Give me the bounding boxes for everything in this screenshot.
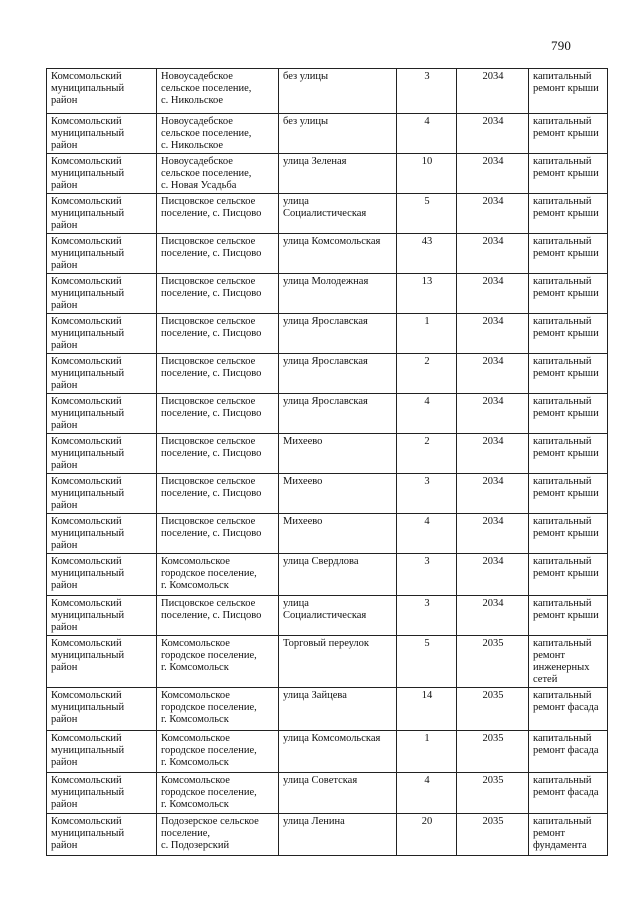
house-number-cell-text: 2 (424, 436, 430, 447)
settlement-cell (157, 234, 279, 274)
house-number-cell (397, 154, 457, 194)
year-cell (457, 114, 529, 154)
house-number-cell (397, 688, 457, 731)
year-cell-text: 2034 (482, 356, 504, 367)
year-cell (457, 354, 529, 394)
page-number: 790 (551, 38, 572, 53)
settlement-cell-text: Новоусадебское сельское поселение, с. Никольское (161, 116, 252, 151)
district-cell (47, 114, 157, 154)
district-cell-text: Комсомольский муниципальный район (51, 816, 125, 851)
house-number-cell (397, 474, 457, 514)
district-cell-text: Комсомольский муниципальный район (51, 556, 125, 591)
work-type-cell-text: капитальный ремонт крыши (533, 396, 599, 419)
street-cell-text: улица Зайцева (283, 690, 347, 701)
work-type-cell-text: капитальный ремонт фундамента (533, 816, 592, 851)
year-cell-text: 2034 (482, 556, 504, 567)
district-cell-text: Комсомольский муниципальный район (51, 71, 125, 106)
street-cell (279, 234, 397, 274)
district-cell (47, 731, 157, 773)
house-number-cell-text: 13 (421, 276, 433, 287)
work-type-cell-text: капитальный ремонт крыши (533, 71, 599, 94)
settlement-cell (157, 773, 279, 814)
street-cell (279, 394, 397, 434)
year-cell (457, 154, 529, 194)
year-cell (457, 434, 529, 474)
district-cell (47, 69, 157, 114)
year-cell-text: 2034 (482, 476, 504, 487)
settlement-cell (157, 731, 279, 773)
work-type-cell-text: капитальный ремонт крыши (533, 116, 599, 139)
year-cell (457, 554, 529, 596)
street-cell (279, 514, 397, 554)
street-cell (279, 596, 397, 636)
year-cell-text: 2034 (482, 436, 504, 447)
year-cell-text: 2034 (482, 156, 504, 167)
table-row (47, 514, 608, 554)
house-number-cell (397, 394, 457, 434)
work-type-cell (529, 274, 608, 314)
street-cell-text: улица Свердлова (283, 556, 359, 567)
street-cell-text: улица Социалистическая (283, 196, 367, 219)
street-cell-text: улица Социалистическая (283, 598, 367, 621)
year-cell-text: 2034 (482, 516, 504, 527)
work-type-cell-text: капитальный ремонт инженерных сетей (533, 638, 592, 685)
work-type-cell (529, 194, 608, 234)
year-cell-text: 2034 (482, 316, 504, 327)
year-cell (457, 314, 529, 354)
street-cell-text: улица Зеленая (283, 156, 347, 167)
settlement-cell-text: Писцовское сельское поселение, с. Писцово (161, 356, 262, 379)
work-type-cell (529, 474, 608, 514)
street-cell (279, 114, 397, 154)
district-cell (47, 474, 157, 514)
district-cell-text: Комсомольский муниципальный район (51, 356, 125, 391)
year-cell (457, 394, 529, 434)
year-cell-text: 2034 (482, 396, 504, 407)
district-cell (47, 434, 157, 474)
house-number-cell-text: 2 (424, 356, 430, 367)
house-number-cell-text: 4 (424, 116, 430, 127)
street-cell-text: Михеево (283, 516, 323, 527)
work-type-cell (529, 636, 608, 688)
settlement-cell-text: Новоусадебское сельское поселение, с. Никольское (161, 71, 252, 106)
house-number-cell (397, 773, 457, 814)
year-cell-text: 2035 (482, 733, 504, 744)
house-number-cell (397, 731, 457, 773)
table-row (47, 154, 608, 194)
settlement-cell-text: Писцовское сельское поселение, с. Писцово (161, 396, 262, 419)
house-number-cell-text: 5 (424, 638, 430, 649)
registry-table (46, 68, 608, 856)
work-type-cell-text: капитальный ремонт крыши (533, 356, 599, 379)
work-type-cell-text: капитальный ремонт крыши (533, 196, 599, 219)
district-cell (47, 814, 157, 856)
settlement-cell (157, 814, 279, 856)
settlement-cell-text: Писцовское сельское поселение, с. Писцово (161, 476, 262, 499)
work-type-cell (529, 814, 608, 856)
house-number-cell-text: 4 (424, 775, 430, 786)
settlement-cell (157, 314, 279, 354)
district-cell-text: Комсомольский муниципальный район (51, 775, 125, 810)
district-cell-text: Комсомольский муниципальный район (51, 236, 125, 271)
district-cell-text: Комсомольский муниципальный район (51, 436, 125, 471)
street-cell (279, 69, 397, 114)
district-cell-text: Комсомольский муниципальный район (51, 196, 125, 231)
district-cell-text: Комсомольский муниципальный район (51, 116, 125, 151)
district-cell (47, 194, 157, 234)
work-type-cell-text: капитальный ремонт фасада (533, 733, 599, 756)
table-row (47, 596, 608, 636)
table-row (47, 354, 608, 394)
work-type-cell (529, 69, 608, 114)
year-cell (457, 69, 529, 114)
house-number-cell-text: 3 (424, 71, 430, 82)
house-number-cell (397, 554, 457, 596)
settlement-cell (157, 554, 279, 596)
table-row (47, 114, 608, 154)
street-cell (279, 731, 397, 773)
district-cell (47, 354, 157, 394)
table-body (47, 69, 608, 856)
house-number-cell-text: 5 (424, 196, 430, 207)
year-cell (457, 636, 529, 688)
table-row (47, 234, 608, 274)
work-type-cell-text: капитальный ремонт крыши (533, 316, 599, 339)
district-cell (47, 274, 157, 314)
settlement-cell-text: Писцовское сельское поселение, с. Писцово (161, 276, 262, 299)
district-cell-text: Комсомольский муниципальный район (51, 733, 125, 768)
settlement-cell-text: Писцовское сельское поселение, с. Писцово (161, 598, 262, 621)
settlement-cell-text: Подозерское сельское поселение, с. Подозерский (161, 816, 259, 851)
street-cell-text: Торговый переулок (283, 638, 369, 649)
house-number-cell-text: 4 (424, 396, 430, 407)
year-cell (457, 194, 529, 234)
year-cell-text: 2034 (482, 236, 504, 247)
street-cell (279, 314, 397, 354)
street-cell (279, 554, 397, 596)
table-row (47, 554, 608, 596)
settlement-cell (157, 154, 279, 194)
work-type-cell-text: капитальный ремонт фасада (533, 690, 599, 713)
work-type-cell (529, 554, 608, 596)
house-number-cell (397, 434, 457, 474)
year-cell-text: 2035 (482, 775, 504, 786)
year-cell-text: 2035 (482, 638, 504, 649)
work-type-cell-text: капитальный ремонт крыши (533, 598, 599, 621)
house-number-cell (397, 194, 457, 234)
table-row (47, 814, 608, 856)
house-number-cell-text: 1 (424, 316, 430, 327)
settlement-cell-text: Комсомольское городское поселение, г. Комсомольск (161, 775, 257, 810)
settlement-cell-text: Комсомольское городское поселение, г. Комсомольск (161, 556, 257, 591)
year-cell (457, 474, 529, 514)
table-row (47, 394, 608, 434)
street-cell-text: Михеево (283, 436, 323, 447)
year-cell-text: 2034 (482, 116, 504, 127)
district-cell-text: Комсомольский муниципальный район (51, 316, 125, 351)
settlement-cell (157, 394, 279, 434)
settlement-cell (157, 514, 279, 554)
work-type-cell-text: капитальный ремонт крыши (533, 476, 599, 499)
settlement-cell-text: Писцовское сельское поселение, с. Писцово (161, 316, 262, 339)
house-number-cell (397, 636, 457, 688)
street-cell (279, 814, 397, 856)
table-row (47, 274, 608, 314)
district-cell (47, 636, 157, 688)
street-cell-text: улица Советская (283, 775, 358, 786)
settlement-cell (157, 474, 279, 514)
year-cell-text: 2034 (482, 276, 504, 287)
work-type-cell (529, 314, 608, 354)
district-cell (47, 234, 157, 274)
street-cell (279, 636, 397, 688)
district-cell-text: Комсомольский муниципальный район (51, 516, 125, 551)
street-cell-text: улица Ярославская (283, 396, 368, 407)
table-row (47, 731, 608, 773)
district-cell (47, 394, 157, 434)
district-cell-text: Комсомольский муниципальный район (51, 690, 125, 725)
work-type-cell (529, 514, 608, 554)
table-row (47, 434, 608, 474)
house-number-cell (397, 314, 457, 354)
work-type-cell (529, 354, 608, 394)
street-cell (279, 434, 397, 474)
work-type-cell (529, 596, 608, 636)
work-type-cell (529, 731, 608, 773)
settlement-cell (157, 274, 279, 314)
table-row (47, 314, 608, 354)
year-cell (457, 596, 529, 636)
work-type-cell-text: капитальный ремонт крыши (533, 156, 599, 179)
district-cell (47, 773, 157, 814)
settlement-cell-text: Писцовское сельское поселение, с. Писцово (161, 516, 262, 539)
house-number-cell (397, 69, 457, 114)
house-number-cell-text: 14 (421, 690, 433, 701)
work-type-cell-text: капитальный ремонт крыши (533, 236, 599, 259)
table-row (47, 69, 608, 114)
year-cell-text: 2035 (482, 690, 504, 701)
street-cell-text: улица Ярославская (283, 316, 368, 327)
street-cell-text: улица Комсомольская (283, 733, 381, 744)
house-number-cell-text: 4 (424, 516, 430, 527)
house-number-cell-text: 1 (424, 733, 430, 744)
house-number-cell-text: 43 (421, 236, 433, 247)
street-cell-text: улица Молодежная (283, 276, 369, 287)
settlement-cell (157, 636, 279, 688)
district-cell-text: Комсомольский муниципальный район (51, 638, 125, 673)
house-number-cell (397, 354, 457, 394)
street-cell (279, 194, 397, 234)
street-cell (279, 474, 397, 514)
street-cell (279, 274, 397, 314)
work-type-cell-text: капитальный ремонт крыши (533, 276, 599, 299)
work-type-cell (529, 434, 608, 474)
street-cell-text: без улицы (283, 71, 329, 82)
work-type-cell-text: капитальный ремонт крыши (533, 556, 599, 579)
settlement-cell-text: Комсомольское городское поселение, г. Комсомольск (161, 690, 257, 725)
table-row (47, 474, 608, 514)
work-type-cell (529, 234, 608, 274)
district-cell (47, 514, 157, 554)
house-number-cell (397, 234, 457, 274)
table-row (47, 773, 608, 814)
year-cell (457, 514, 529, 554)
year-cell (457, 234, 529, 274)
settlement-cell-text: Писцовское сельское поселение, с. Писцово (161, 196, 262, 219)
settlement-cell (157, 69, 279, 114)
district-cell (47, 554, 157, 596)
street-cell (279, 773, 397, 814)
street-cell-text: улица Комсомольская (283, 236, 381, 247)
year-cell-text: 2034 (482, 71, 504, 82)
district-cell (47, 154, 157, 194)
settlement-cell (157, 688, 279, 731)
settlement-cell-text: Комсомольское городское поселение, г. Комсомольск (161, 638, 257, 673)
street-cell (279, 688, 397, 731)
district-cell (47, 314, 157, 354)
settlement-cell-text: Комсомольское городское поселение, г. Комсомольск (161, 733, 257, 768)
work-type-cell (529, 688, 608, 731)
work-type-cell-text: капитальный ремонт крыши (533, 436, 599, 459)
table-row (47, 636, 608, 688)
year-cell (457, 688, 529, 731)
year-cell-text: 2035 (482, 816, 504, 827)
settlement-cell-text: Писцовское сельское поселение, с. Писцово (161, 236, 262, 259)
house-number-cell (397, 274, 457, 314)
district-cell (47, 688, 157, 731)
work-type-cell (529, 114, 608, 154)
table-row (47, 194, 608, 234)
work-type-cell (529, 773, 608, 814)
district-cell-text: Комсомольский муниципальный район (51, 476, 125, 511)
settlement-cell (157, 354, 279, 394)
settlement-cell-text: Писцовское сельское поселение, с. Писцово (161, 436, 262, 459)
house-number-cell-text: 3 (424, 476, 430, 487)
street-cell-text: Михеево (283, 476, 323, 487)
street-cell (279, 154, 397, 194)
district-cell-text: Комсомольский муниципальный район (51, 396, 125, 431)
district-cell (47, 596, 157, 636)
street-cell-text: без улицы (283, 116, 329, 127)
settlement-cell (157, 114, 279, 154)
house-number-cell (397, 814, 457, 856)
street-cell (279, 354, 397, 394)
work-type-cell-text: капитальный ремонт крыши (533, 516, 599, 539)
house-number-cell (397, 514, 457, 554)
house-number-cell (397, 596, 457, 636)
house-number-cell-text: 3 (424, 556, 430, 567)
settlement-cell (157, 434, 279, 474)
year-cell (457, 814, 529, 856)
work-type-cell-text: капитальный ремонт фасада (533, 775, 599, 798)
year-cell (457, 773, 529, 814)
district-cell-text: Комсомольский муниципальный район (51, 156, 125, 191)
table-row (47, 688, 608, 731)
house-number-cell (397, 114, 457, 154)
settlement-cell-text: Новоусадебское сельское поселение, с. Новая Усадьба (161, 156, 252, 191)
district-cell-text: Комсомольский муниципальный район (51, 598, 125, 633)
street-cell-text: улица Ярославская (283, 356, 368, 367)
street-cell-text: улица Ленина (283, 816, 345, 827)
year-cell (457, 274, 529, 314)
work-type-cell (529, 154, 608, 194)
settlement-cell (157, 194, 279, 234)
house-number-cell-text: 20 (421, 816, 433, 827)
district-cell-text: Комсомольский муниципальный район (51, 276, 125, 311)
house-number-cell-text: 10 (421, 156, 433, 167)
year-cell (457, 731, 529, 773)
settlement-cell (157, 596, 279, 636)
year-cell-text: 2034 (482, 598, 504, 609)
work-type-cell (529, 394, 608, 434)
year-cell-text: 2034 (482, 196, 504, 207)
house-number-cell-text: 3 (424, 598, 430, 609)
